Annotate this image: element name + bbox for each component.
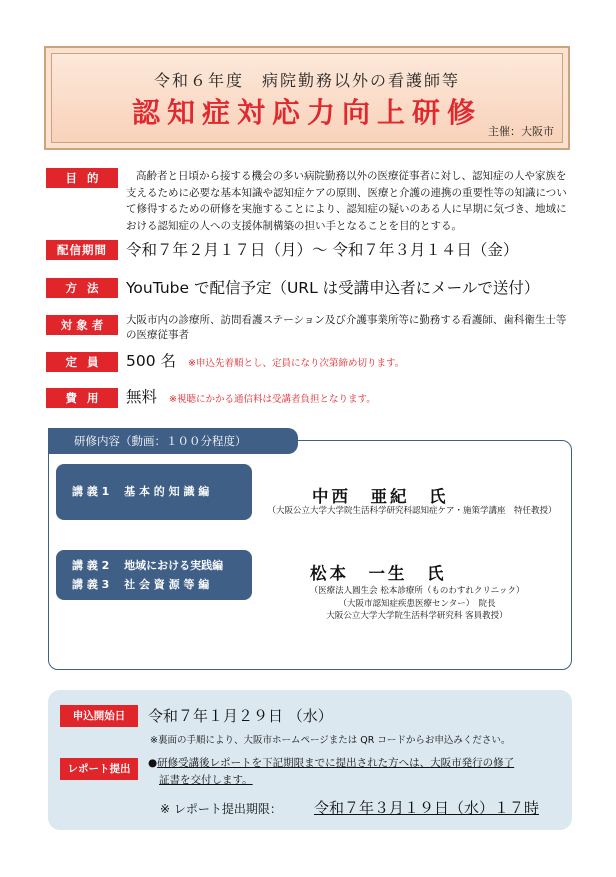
deadline-value: 令和７年３月１９日（水）１７時	[314, 799, 540, 817]
apply-start-label: 申込開始日	[60, 705, 138, 727]
apply-start-note: ※裏面の手順により、大阪市ホームページまたは QR コードからお申込みください。	[150, 735, 511, 746]
target-label: 対象者	[46, 315, 118, 335]
lecture-1-title: 講 義 1 基 本 的 知 識 編	[72, 485, 210, 498]
report-text: ●研修受講後レポートを下記期限までに提出された方へは、大阪市発行の修了 証書を交付します。	[148, 757, 515, 786]
lecturer-1-affiliation: （大阪公立大学大学院生活科学研究科認知症ケア・施策学講座 特任教授）	[267, 506, 557, 516]
period-text: 令和７年２月１７日（月）～ 令和７年３月１４日（金）	[126, 241, 519, 259]
page-title: 認知症対応力向上研修	[131, 96, 482, 129]
method-text: YouTube で配信予定（URL は受講申込者にメールで送付）	[126, 279, 540, 297]
lecturer-1-name: 中西 亜紀 氏	[312, 487, 449, 506]
capacity-note: ※申込先着順とし、定員になり次第締め切ります。	[188, 358, 405, 369]
fee-label: 費用	[46, 388, 118, 408]
lecture-2-3-pill	[56, 550, 252, 600]
purpose-text: 高齢者と日頃から接する機会の多い病院勤務以外の医療従事者に対し、認知症の人や家族を支えるために必要な基本知識や認知症ケアの原則、医療と介護の連携の重要性等の知識について修得するための研修を実施することにより、認知症の疑いのある人に早期に気づき、地域における認知症の人への支援体制構築の担い手となることを目的とする。	[126, 170, 567, 232]
lecture-3-title: 講 義 3 社 会 資 源 等 編	[72, 578, 210, 591]
fee-value: 無料	[126, 388, 158, 406]
lecturer-2-name: 松本 一生 氏	[310, 564, 447, 583]
lecturer-2-affiliation: （医療法人圓生会 松本診療所（ものわすれクリニック） （大阪市認知症疾患医療センター） 院長 大阪公立大学大学院生活科学研究科 客員教授）	[309, 586, 525, 621]
lecture-1-pill	[56, 464, 252, 520]
deadline-label: ※ レポート提出期限：	[160, 802, 282, 816]
organizer: 主催：大阪市	[488, 125, 554, 138]
banner-subtitle: 令和６年度 病院勤務以外の看護師等	[153, 71, 460, 90]
capacity-value: 500 名	[126, 352, 177, 370]
fee-row	[126, 385, 376, 407]
capacity-label: 定員	[46, 352, 118, 372]
apply-start-date: 令和７年１月２９日 （水）	[148, 707, 333, 725]
purpose-label: 目的	[46, 168, 118, 188]
lectures-heading: 研修内容（動画：１００分程度）	[48, 428, 298, 454]
method-label: 方法	[46, 278, 118, 298]
period-label: 配信期間	[46, 240, 118, 260]
target-text: 大阪市内の診療所、訪問看護ステーション及び介護事業所等に勤務する看護師、歯科衛生士等の医療従事者	[126, 314, 567, 341]
capacity-row	[126, 349, 404, 371]
report-label: レポート提出	[60, 758, 138, 780]
title-banner	[44, 46, 570, 150]
fee-note: ※視聴にかかる通信料は受講者負担となります。	[169, 394, 376, 405]
lecture-2-title: 講 義 2 地域における実践編	[72, 559, 224, 572]
bullet-icon: ●	[148, 757, 158, 769]
